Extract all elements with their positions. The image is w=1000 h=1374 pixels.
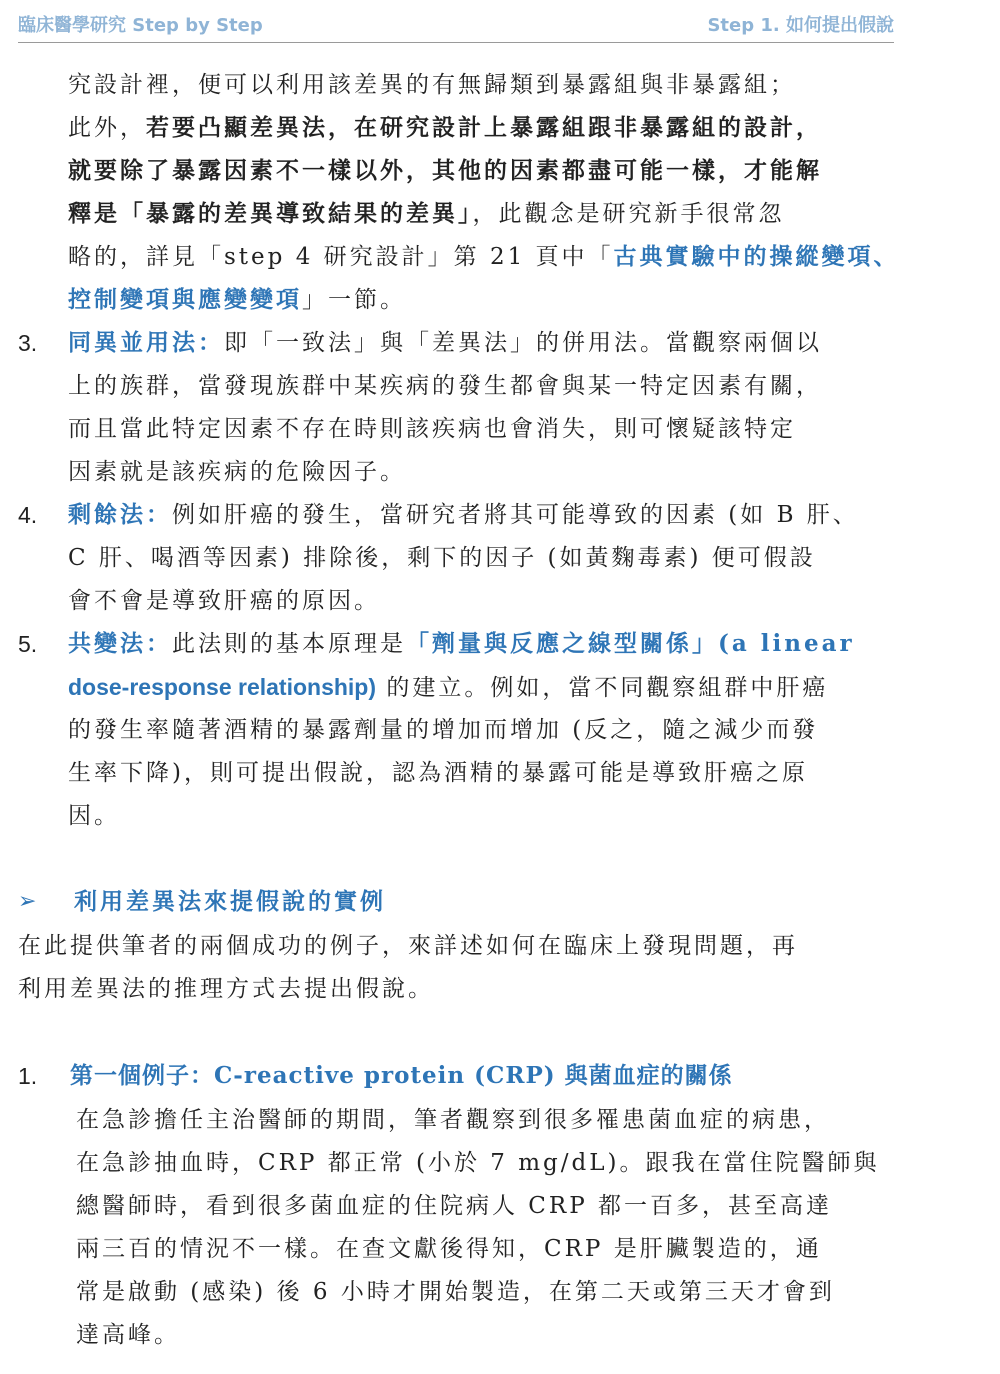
method-term: 同異並用法：: [68, 329, 224, 356]
paragraph-line: 因素就是該疾病的危險因子。: [68, 459, 406, 485]
cross-reference: 控制變項與應變變項: [68, 286, 302, 313]
paragraph-line: C 肝、喝酒等因素) 排除後，剩下的因子 (如黃麴毒素) 便可假設: [68, 545, 816, 571]
paragraph-line: 就要除了暴露因素不一樣以外，其他的因素都盡可能一樣，才能解: [68, 157, 822, 184]
paragraph-line: 上的族群，當發現族群中某疾病的發生都會與某一特定因素有關，: [68, 373, 822, 399]
paragraph-line: 在此提供筆者的兩個成功的例子，來詳述如何在臨床上發現問題，再: [18, 933, 798, 959]
list-number: 5.: [18, 631, 38, 657]
list-number: 4.: [18, 502, 38, 528]
paragraph-line: 控制變項與應變變項」一節。: [68, 286, 406, 313]
list-item: 同異並用法：即「一致法」與「差異法」的併用法。當觀察兩個以: [68, 329, 822, 356]
paragraph-line: 而且當此特定因素不存在時則該疾病也會消失，則可懷疑該特定: [68, 416, 796, 442]
paragraph-line: 在急診抽血時，CRP 都正常 (小於 7 mg/dL)。跟我在當住院醫師與: [76, 1150, 880, 1176]
paragraph-line: 的發生率隨著酒精的暴露劑量的增加而增加 (反之，隨之減少而發: [68, 717, 819, 743]
paragraph-line: 因。: [68, 803, 120, 829]
paragraph-line: 生率下降)，則可提出假說，認為酒精的暴露可能是導致肝癌之原: [68, 760, 808, 786]
paragraph-line: 究設計裡，便可以利用該差異的有無歸類到暴露組與非暴露組；: [68, 72, 796, 98]
paragraph-line: 會不會是導致肝癌的原因。: [68, 588, 380, 614]
chapter-title: Step 1. 如何提出假說: [707, 15, 894, 36]
highlighted-phrase: 「劑量與反應之線型關係」(a linear: [406, 630, 855, 657]
cross-reference: 古典實驗中的操縱變項、: [613, 243, 900, 270]
list-item: 共變法：此法則的基本原理是「劑量與反應之線型關係」(a linear: [68, 630, 855, 657]
highlighted-phrase: dose-response relationship): [68, 674, 377, 700]
paragraph-line: 常是啟動 (感染) 後 6 小時才開始製造，在第二天或第三天才會到: [76, 1279, 835, 1305]
paragraph-line: 略的，詳見「step 4 研究設計」第 21 頁中「古典實驗中的操縱變項、: [68, 243, 900, 270]
paragraph-line: 釋是「暴露的差異導致結果的差異」，此觀念是研究新手很常忽: [68, 200, 785, 227]
method-term: 剩餘法：: [68, 501, 172, 528]
page-header: [18, 8, 894, 43]
list-item: 剩餘法：例如肝癌的發生，當研究者將其可能導致的因素 (如 B 肝、: [68, 501, 859, 528]
paragraph-line: 兩三百的情況不一樣。在查文獻後得知，CRP 是肝臟製造的，通: [76, 1236, 822, 1262]
book-title: 臨床醫學研究 Step by Step: [18, 15, 263, 36]
paragraph-line: 在急診擔任主治醫師的期間，筆者觀察到很多罹患菌血症的病患，: [76, 1107, 830, 1133]
paragraph-line: 此外，若要凸顯差異法，在研究設計上暴露組跟非暴露組的設計，: [68, 114, 822, 141]
list-number: 1.: [18, 1063, 38, 1089]
list-number: 3.: [18, 330, 38, 356]
method-term: 共變法：: [68, 630, 172, 657]
paragraph-line: 利用差異法的推理方式去提出假說。: [18, 976, 434, 1002]
section-heading: 利用差異法來提假說的實例: [74, 888, 386, 915]
example-heading: 第一個例子：C-reactive protein (CRP) 與菌血症的關係: [70, 1062, 733, 1089]
paragraph-line: dose-response relationship) 的建立。例如，當不同觀察組群中肝癌: [68, 674, 829, 701]
paragraph-line: 達高峰。: [76, 1322, 180, 1348]
arrow-bullet-icon: ➢: [18, 889, 37, 914]
paragraph-line: 總醫師時，看到很多菌血症的住院病人 CRP 都一百多，甚至高達: [76, 1193, 833, 1219]
